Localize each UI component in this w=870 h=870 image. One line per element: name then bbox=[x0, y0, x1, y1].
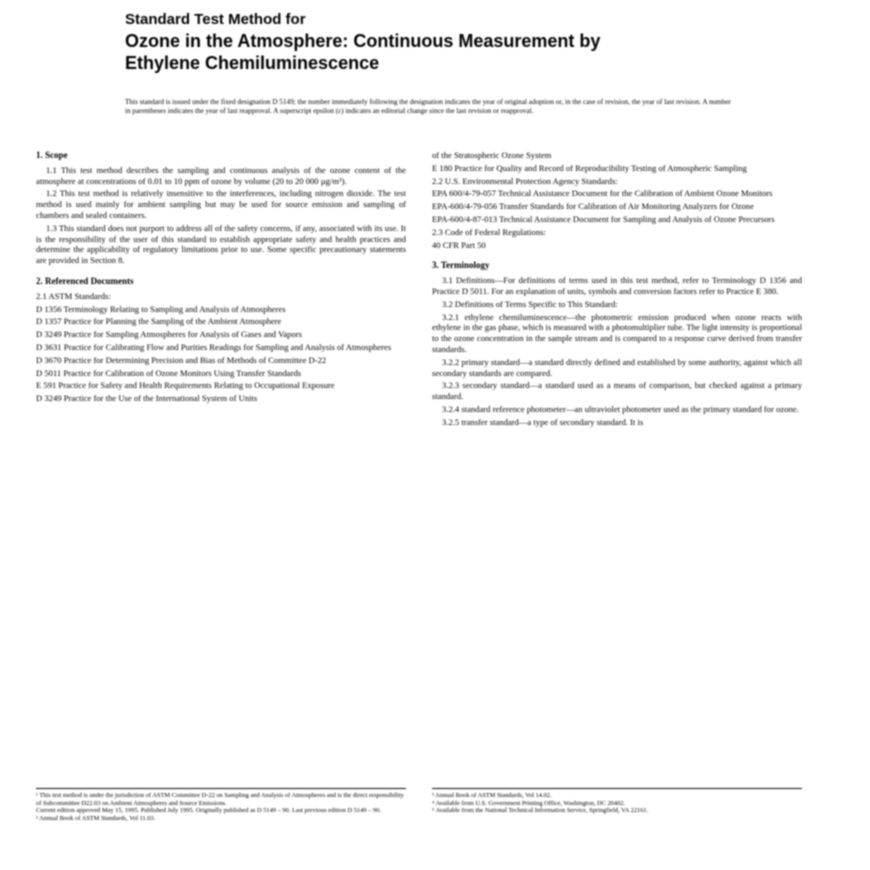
footnote: ⁴ Available from U.S. Government Printing Office, Washington, DC 20402. bbox=[432, 799, 626, 807]
left-column bbox=[36, 150, 406, 406]
reference-item: EPA-600/4-79-056 Transfer Standards for Calibration of Air Monitoring Analyzers for Ozone bbox=[432, 201, 754, 212]
reference-item: D 3631 Practice for Calibrating Flow and Purities Readings for Sampling and Analysis of Atmospheres bbox=[36, 341, 392, 352]
left-footnotes bbox=[36, 788, 406, 822]
reference-item: 2.2 U.S. Environmental Protection Agency Standards: bbox=[432, 175, 618, 186]
reference-item: 2.1 ASTM Standards: bbox=[36, 290, 111, 301]
scope-paragraph: 1.1 This test method describes the sampling and continuous analysis of the ozone content of the atmosphere at concentrations of 0.01 to 10 ppm of ozone by volume (20 to 20 000 µg/m³). bbox=[36, 164, 406, 186]
reference-item: D 5011 Practice for Calibration of Ozone Monitors Using Transfer Standards bbox=[36, 367, 302, 378]
reference-item: D 3249 Practice for the Use of the International System of Units bbox=[36, 393, 258, 404]
terminology-paragraph: 3.2.1 ethylene chemiluminescence—the photometric emission produced when ozone reacts with ethylene in the gas phase, which is measured with a photomultiplier tube. The light intensity is proportional to the ozone concentration in the sample stream and is compared to a response curve derived from transfer standards. bbox=[432, 311, 802, 354]
reference-item: 40 CFR Part 50 bbox=[432, 239, 486, 250]
scope-heading: 1. Scope bbox=[36, 150, 68, 160]
reference-item: EPA 600/4-79-057 Technical Assistance Document for the Calibration of Ambient Ozone Monitors bbox=[432, 188, 773, 199]
right-column bbox=[432, 150, 802, 430]
reference-item: 2.3 Code of Federal Regulations: bbox=[432, 226, 546, 237]
reference-item: of the Stratospheric Ozone System bbox=[432, 150, 552, 160]
reference-item: E 591 Practice for Safety and Health Requirements Relating to Occupational Exposure bbox=[36, 380, 335, 391]
footnote: ³ Annual Book of ASTM Standards, Vol 14.02. bbox=[432, 792, 552, 799]
footnote: Current edition approved May 15, 1995. Published July 1995. Originally published as D 5149 – 90. Last previous edition D 5149 – 90. bbox=[36, 807, 381, 815]
terminology-heading: 3. Terminology bbox=[432, 260, 490, 271]
reference-item: EPA-600/4-87-013 Technical Assistance Document for Sampling and Analysis of Ozone Precursors bbox=[432, 213, 775, 224]
footnote: ² Annual Book of ASTM Standards, Vol 11.03. bbox=[36, 814, 156, 822]
terminology-paragraph: 3.2 Definitions of Terms Specific to This Standard: bbox=[442, 298, 618, 309]
reference-item: E 180 Practice for Quality and Record of Reproducibility Testing of Atmospheric Sampling bbox=[432, 162, 747, 173]
terminology-paragraph: 3.2.2 primary standard—a standard directly defined and established by some authority, against which all secondary standards are compared. bbox=[432, 356, 802, 378]
title-line-2: Ozone in the Atmosphere: Continuous Measurement by bbox=[125, 31, 601, 51]
terminology-paragraph: 3.2.5 transfer standard—a type of secondary standard. It is bbox=[442, 416, 644, 427]
title-line-1: Standard Test Method for bbox=[125, 11, 306, 28]
referenced-documents-heading: 2. Referenced Documents bbox=[36, 275, 134, 286]
footnote: ⁵ Available from the National Technical Information Service, Springfield, VA 22161. bbox=[432, 807, 649, 815]
terminology-paragraph: 3.2.4 standard reference photometer—an ultraviolet photometer used as the primary standard for ozone. bbox=[442, 403, 799, 414]
footnote: ¹ This test method is under the jurisdiction of ASTM Committee D-22 on Sampling and Analysis of Atmospheres and is the direct responsibility of Subcommittee D22.03 on Ambient Atmospheres and Source Emissions. bbox=[36, 792, 404, 807]
reference-item: D 3670 Practice for Determining Precision and Bias of Methods of Committee D-22 bbox=[36, 354, 327, 365]
terminology-paragraph: 3.2.3 secondary standard—a standard used as a means of comparison, but checked against a primary standard. bbox=[432, 380, 802, 402]
reference-item: D 1356 Terminology Relating to Sampling and Analysis of Atmospheres bbox=[36, 303, 286, 314]
title-line-3: Ethylene Chemiluminescence bbox=[125, 53, 380, 73]
reference-item: D 1357 Practice for Planning the Sampling of the Ambient Atmosphere bbox=[36, 316, 282, 327]
terminology-paragraph: 3.1 Definitions—For definitions of terms used in this test method, refer to Terminology D 1356 and Practice D 5011. For an explanation of units, symbols and conversion factors refer to Practice E 380. bbox=[432, 275, 802, 296]
title-block bbox=[125, 10, 765, 74]
reference-item: D 3249 Practice for Sampling Atmospheres for Analysis of Gases and Vapors bbox=[36, 329, 302, 340]
designation-note: This standard is issued under the fixed designation D 5149; the number immediately following the designation indicates the year of original adoption or, in the case of revision, the year of last revision. A number in parentheses indicates the year of last reapproval. A superscript epsilon (ε) indicates an editorial change since the last revision or reapproval. bbox=[125, 98, 731, 115]
scope-paragraph: 1.2 This test method is relatively insensitive to the interferences, including nitrogen dioxide. The test method is used mainly for ambient sampling but may be used for source emission and sampling of chambers and sealed containers. bbox=[36, 188, 406, 220]
scope-paragraph: 1.3 This standard does not purport to address all of the safety concerns, if any, associated with its use. It is the responsibility of the user of this standard to establish appropriate safety and health practices and determine the applicability of regulatory limitations prior to use. Some specific precautionary statements are provided in Section 8. bbox=[36, 222, 406, 266]
right-footnotes bbox=[432, 788, 802, 815]
